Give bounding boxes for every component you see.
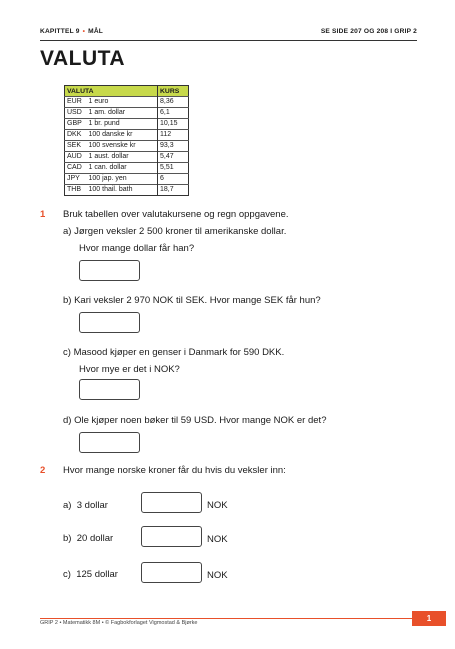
currency-code: JPY: [65, 174, 87, 185]
answer-box[interactable]: [79, 432, 140, 453]
currency-unit: 100 danske kr: [87, 130, 158, 141]
table-row: [65, 97, 189, 108]
question-text: Masood kjøper en genser i Danmark for 590 DKK.: [73, 347, 285, 358]
currency-unit: 100 svenske kr: [87, 141, 158, 152]
table-row: [65, 174, 189, 185]
column-header-valuta: VALUTA: [65, 86, 158, 97]
exchange-rate: 18,7: [158, 185, 189, 196]
table-row: [65, 108, 189, 119]
task-1d: [63, 412, 326, 429]
header-divider: [40, 40, 417, 41]
task-2a: [63, 497, 108, 514]
table-row: [65, 141, 189, 152]
exchange-rate: 112: [158, 130, 189, 141]
unit-label: NOK: [207, 500, 228, 511]
question-text: Hvor mye er det i NOK?: [79, 364, 180, 375]
currency-code: CAD: [65, 163, 87, 174]
currency-unit: 100 jap. yen: [87, 174, 158, 185]
table-row: [65, 130, 189, 141]
unit-label: NOK: [207, 570, 228, 581]
amount-text: 20 dollar: [76, 533, 114, 544]
unit-label: NOK: [207, 534, 228, 545]
table-header-row: [65, 86, 189, 97]
question-text: Hvor mange dollar får han?: [79, 243, 195, 254]
answer-box[interactable]: [79, 379, 140, 400]
answer-box[interactable]: [79, 312, 140, 333]
page-title: VALUTA: [40, 47, 126, 70]
question-text: Kari veksler 2 970 NOK til SEK. Hvor mange SEK får hun?: [74, 295, 321, 306]
exchange-rate: 8,36: [158, 97, 189, 108]
currency-code: EUR: [65, 97, 87, 108]
column-header-kurs: KURS: [158, 86, 189, 97]
sub-label: a): [63, 500, 72, 511]
currency-unit: 1 br. pund: [87, 119, 158, 130]
sub-label: b): [63, 295, 72, 306]
question-text: Jørgen veksler 2 500 kroner til amerikanske dollar.: [74, 226, 287, 237]
task-1a: [63, 223, 286, 257]
currency-code: THB: [65, 185, 87, 196]
footer-text: GRIP 2 • Matematikk 8M • © Fagbokforlaget Vigmostad & Bjørke: [40, 620, 198, 626]
task-2c: [63, 566, 118, 583]
task-instruction: Bruk tabellen over valutakursene og regn oppgavene.: [63, 209, 289, 220]
chapter-label: KAPITTEL 9 • MÅL: [40, 28, 104, 35]
sub-label: c): [63, 569, 71, 580]
task-1c: [63, 344, 284, 378]
footer-divider: [40, 618, 412, 619]
page-reference: SE SIDE 207 OG 208 I GRIP 2: [320, 28, 417, 35]
sub-label: c): [63, 347, 71, 358]
exchange-rate: 5,47: [158, 152, 189, 163]
amount-text: 3 dollar: [76, 500, 108, 511]
exchange-rate: 6,1: [158, 108, 189, 119]
answer-box[interactable]: [141, 492, 202, 513]
task-2b: [63, 530, 113, 547]
currency-code: DKK: [65, 130, 87, 141]
exchange-rate: 10,15: [158, 119, 189, 130]
currency-unit: 1 euro: [87, 97, 158, 108]
currency-code: USD: [65, 108, 87, 119]
currency-code: SEK: [65, 141, 87, 152]
table-row: [65, 152, 189, 163]
table-row: [65, 119, 189, 130]
exchange-rate: 6: [158, 174, 189, 185]
currency-code: GBP: [65, 119, 87, 130]
table-row: [65, 163, 189, 174]
currency-unit: 1 can. dollar: [87, 163, 158, 174]
answer-box[interactable]: [141, 562, 202, 583]
sub-label: a): [63, 226, 72, 237]
task-number: 1: [40, 209, 46, 220]
answer-box[interactable]: [79, 260, 140, 281]
currency-unit: 1 am. dollar: [87, 108, 158, 119]
currency-table: [64, 85, 189, 196]
sub-label: d): [63, 415, 72, 426]
sub-label: b): [63, 533, 72, 544]
task-instruction: Hvor mange norske kroner får du hvis du veksler inn:: [63, 465, 286, 476]
task-number: 2: [40, 465, 46, 476]
currency-unit: 1 aust. dollar: [87, 152, 158, 163]
table-row: [65, 185, 189, 196]
exchange-rate: 93,3: [158, 141, 189, 152]
currency-unit: 100 thail. bath: [87, 185, 158, 196]
answer-box[interactable]: [141, 526, 202, 547]
question-text: Ole kjøper noen bøker til 59 USD. Hvor mange NOK er det?: [74, 415, 327, 426]
currency-code: AUD: [65, 152, 87, 163]
exchange-rate: 5,51: [158, 163, 189, 174]
amount-text: 125 dollar: [76, 569, 118, 580]
task-1b: [63, 292, 321, 309]
page-number: 1: [412, 611, 446, 626]
